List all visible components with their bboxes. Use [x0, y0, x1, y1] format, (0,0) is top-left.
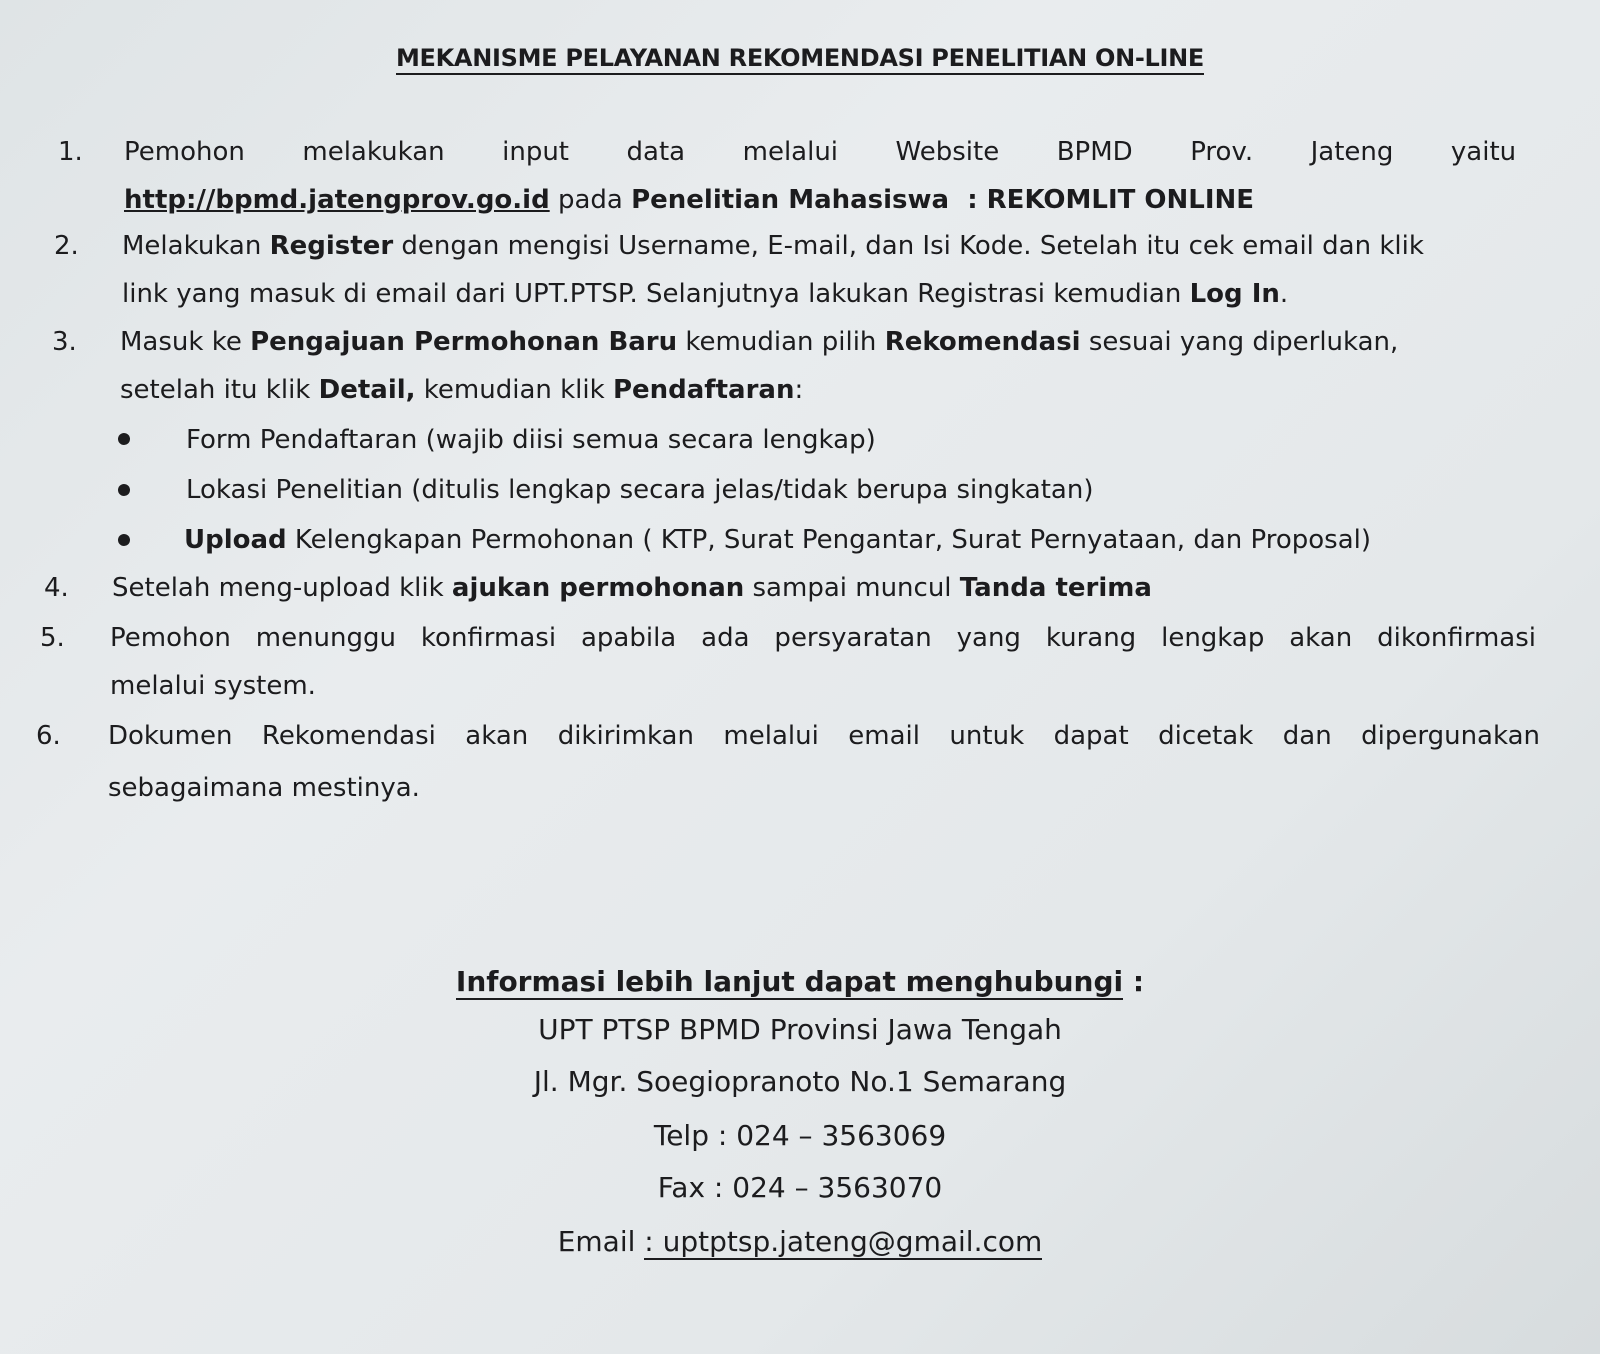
step-6-line-2: sebagaimana mestinya. [108, 773, 420, 803]
step-3 [120, 318, 1524, 414]
step-1 [124, 128, 1516, 224]
contact-email: Email : uptptsp.jateng@gmail.com [557, 1225, 1043, 1258]
bullet-item-form: Form Pendaftaran (wajib diisi semua secara lengkap) [186, 425, 876, 455]
step-5-line-1: Pemohon menunggu konfirmasi apabila ada persyaratan yang kurang lengkap akan dikonfirmasi [110, 623, 1536, 653]
bullet-item-lokasi: Lokasi Penelitian (ditulis lengkap secara jelas/tidak berupa singkatan) [186, 475, 1094, 505]
step-5-number: 5. [40, 623, 65, 653]
contact-organization: UPT PTSP BPMD Provinsi Jawa Tengah [538, 1013, 1062, 1046]
step-4: Setelah meng-upload klik ajukan permohonan sampai muncul Tanda terima [112, 573, 1152, 603]
step-2-line-2: link yang masuk di email dari UPT.PTSP. Selanjutnya lakukan Registrasi kemudian Log In. [122, 279, 1289, 309]
bullet-dot [118, 534, 130, 546]
step-4-number: 4. [44, 573, 69, 603]
bullet-item-upload: Upload Kelengkapan Permohonan ( KTP, Surat Pengantar, Surat Pernyataan, dan Proposal) [184, 525, 1372, 555]
step-3-line-1: Masuk ke Pengajuan Permohonan Baru kemudian pilih Rekomendasi sesuai yang diperlukan, [120, 327, 1399, 357]
step-6-number: 6. [36, 721, 61, 751]
step-5 [110, 614, 1536, 710]
step-2-line-1: Melakukan Register dengan mengisi Username, E-mail, dan Isi Kode. Setelah itu cek email dan klik [122, 231, 1424, 261]
contact-fax: Fax : 024 – 3563070 [657, 1171, 943, 1204]
bullet-dot [118, 433, 130, 445]
step-5-line-2: melalui system. [110, 671, 316, 701]
bullet-dot [118, 484, 130, 496]
step-1-line-1: Pemohon melakukan input data melalui Website BPMD Prov. Jateng yaitu [124, 137, 1517, 167]
step-1-number: 1. [58, 137, 83, 167]
email-link[interactable]: : uptptsp.jateng@gmail.com [644, 1225, 1043, 1258]
contact-heading: Informasi lebih lanjut dapat menghubungi : [455, 965, 1145, 998]
document-title: MEKANISME PELAYANAN REKOMENDASI PENELITIAN ON-LINE [0, 44, 1600, 72]
website-link[interactable]: http://bpmd.jatengprov.go.id [124, 185, 550, 215]
contact-phone: Telp : 024 – 3563069 [653, 1119, 947, 1152]
step-3-line-2: setelah itu klik Detail, kemudian klik Pendaftaran: [120, 375, 804, 405]
step-1-line-2: http://bpmd.jatengprov.go.id pada Penelitian Mahasiswa : REKOMLIT ONLINE [124, 185, 1255, 215]
step-3-number: 3. [52, 327, 77, 357]
step-6 [108, 712, 1540, 812]
step-2-number: 2. [54, 231, 79, 261]
step-2 [122, 222, 1524, 318]
contact-address: Jl. Mgr. Soegiopranoto No.1 Semarang [533, 1065, 1067, 1098]
step-6-line-1: Dokumen Rekomendasi akan dikirimkan melalui email untuk dapat dicetak dan dipergunakan [108, 721, 1540, 751]
